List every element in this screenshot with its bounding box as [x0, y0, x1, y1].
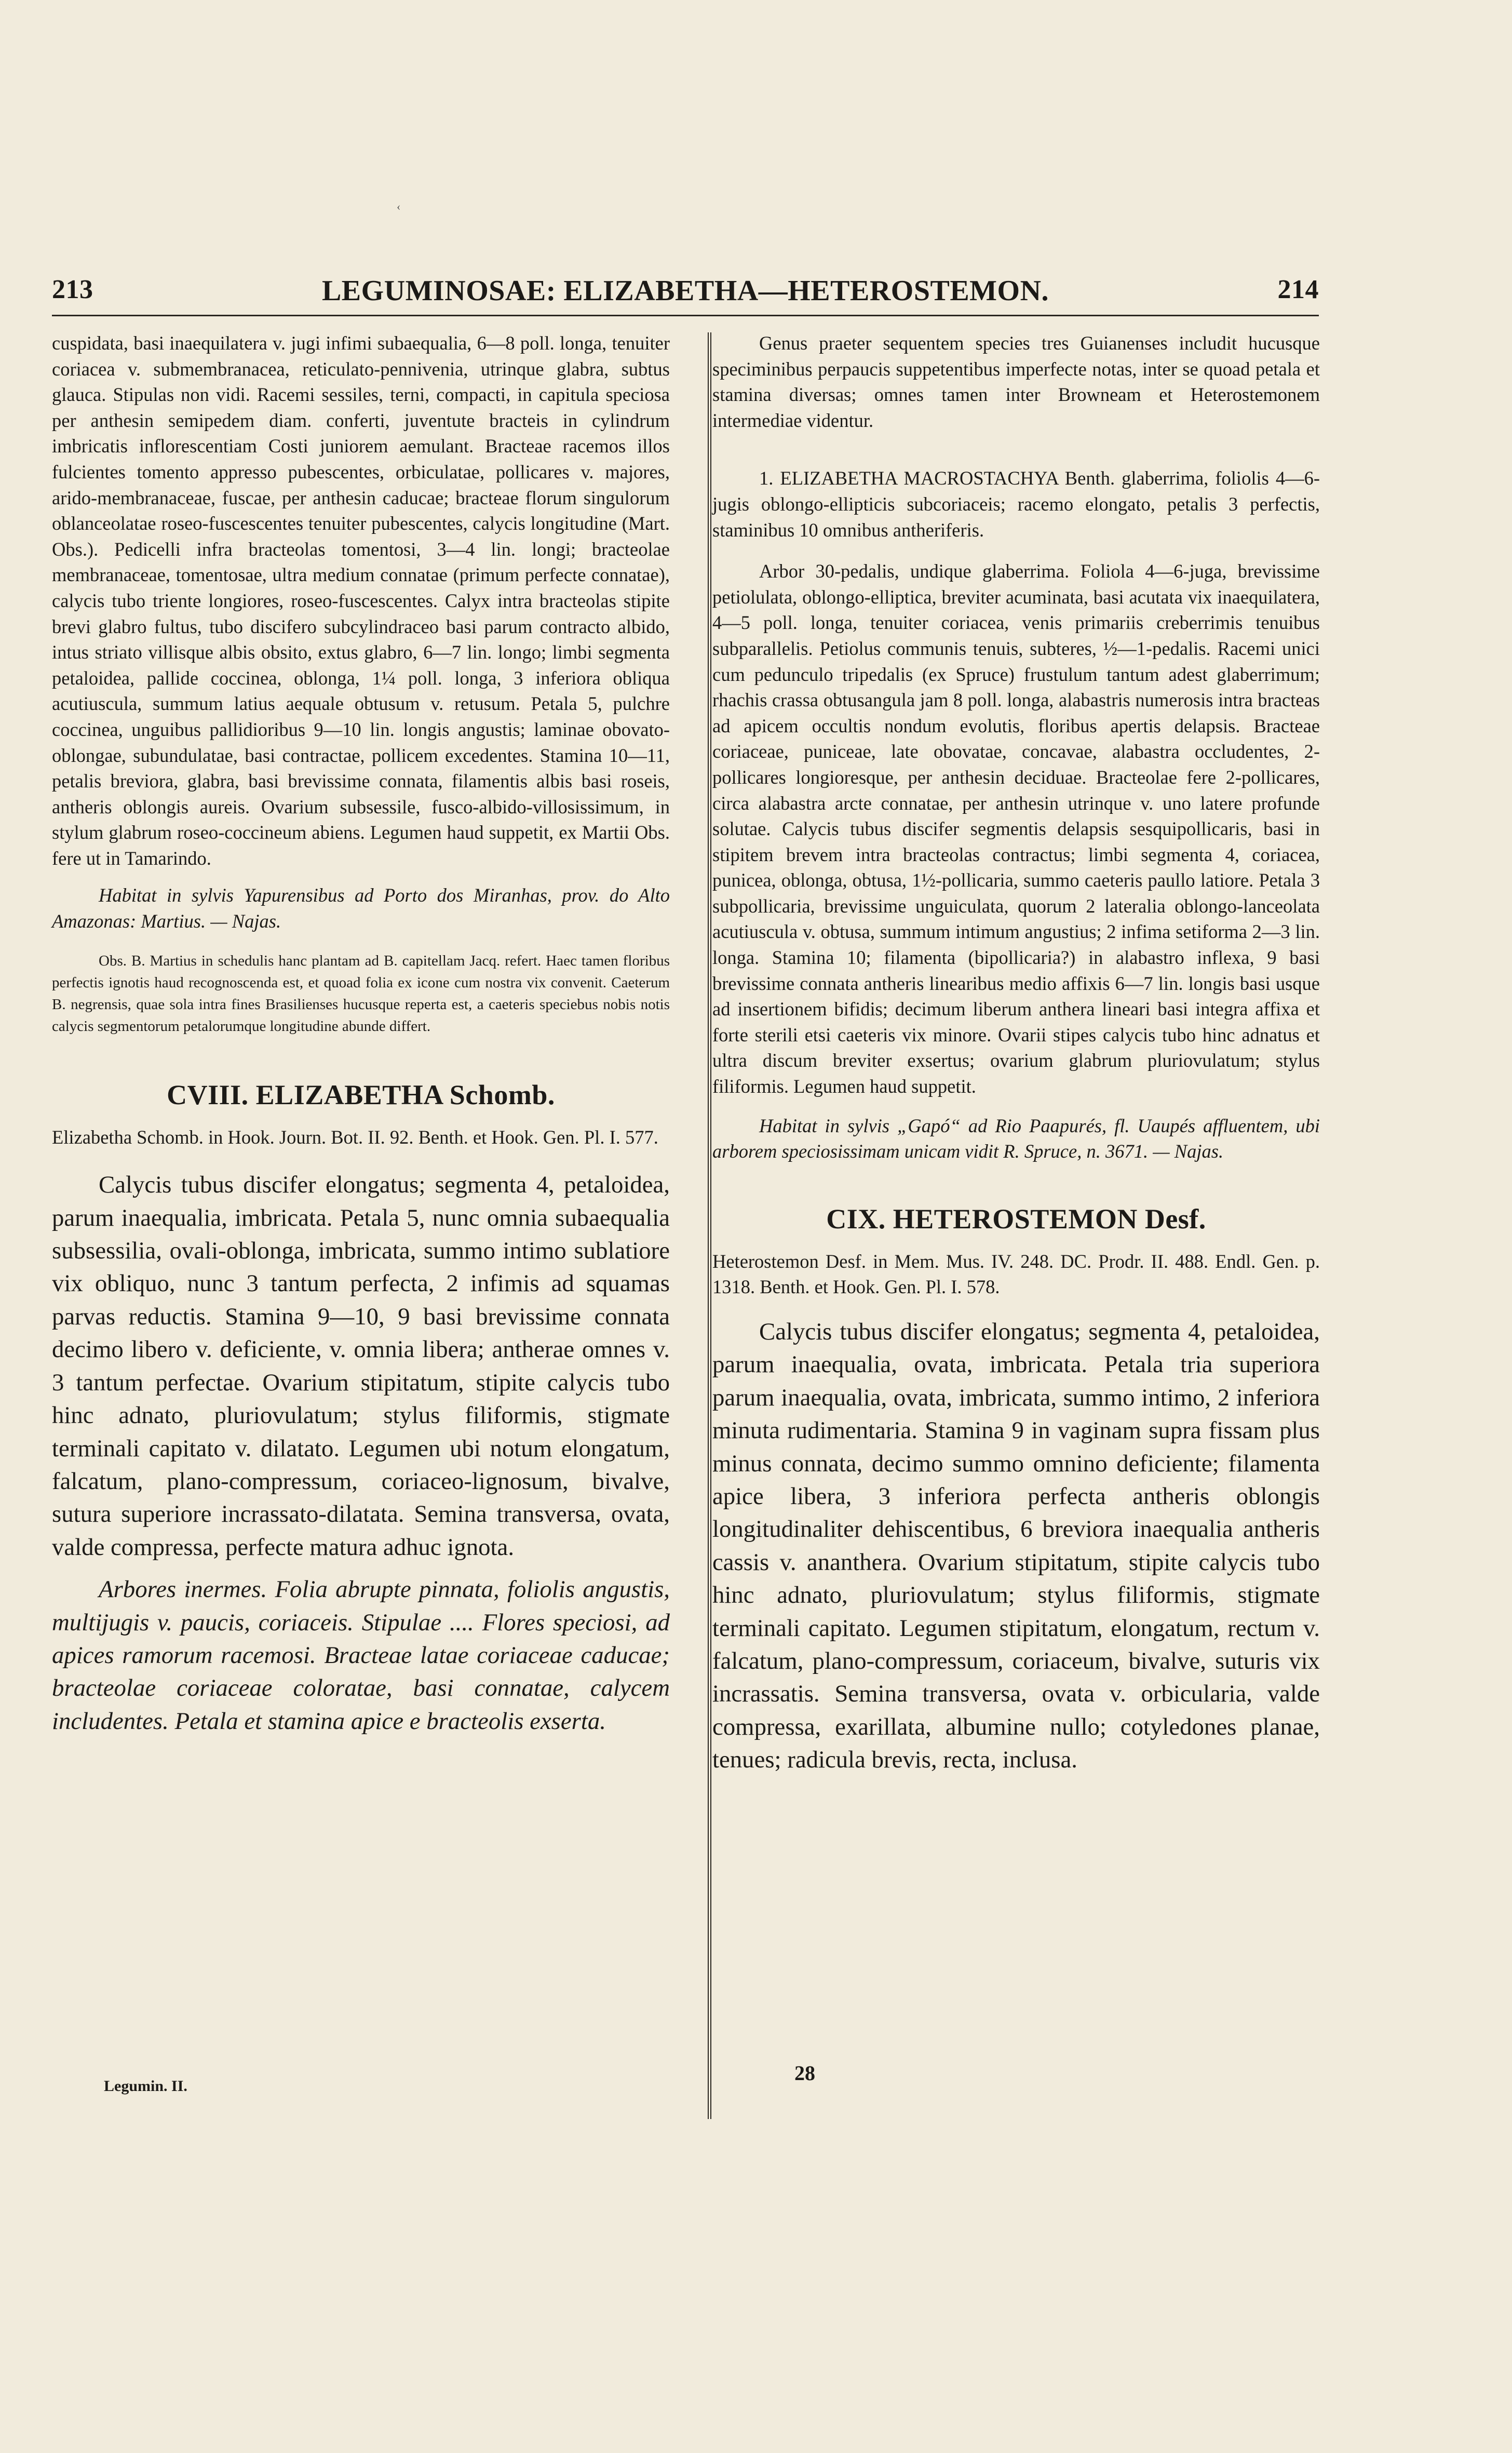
species-description-continued: cuspidata, basi inaequilatera v. jugi infimi subaequalia, 6—8 poll. longa, tenuiter coriacea v. submembranacea, reticulato-pennivenia, utrinque glabra, subtus glauca. Stipulas non vidi. Racemi sessiles, terni, compacti, in capitula speciosa per anthesin semipedem diam. conferti, juventute bracteis in cylindrum imbricatis inflorescentiam Costi juniorem aemulant. Bracteae racemos illos fulcientes tomento appresso pubescentes, orbiculatae, pollicares v. majores, arido-membranaceae, fuscae, per anthesin caducae; bracteae florum singulorum oblanceolatae roseo-fuscescentes tenuiter pubescentes, calycis longitudine (Mart. Obs.). Pedicelli infra bracteolas tomentosi, 3—4 lin. longi; bracteolae membranaceae, tomentosae, ultra medium connatae (primum perfecte connatae), calycis tubo triente longiores, roseo-fuscescentes. Calyx intra bracteolas stipite brevi glabro fultus, tubo discifero subcylindraceo basi parum contracto albido, intus striato villisque albis obsito, extus glabro, 6—7 lin. longo; limbi segmenta petaloidea, pallide coccinea, oblonga, 1¼ poll. longa, 3 inferiora obliqua acutiuscula, summum latius aequale obtusum v. retusum. Petala 5, pulchre coccinea, unguibus pallidioribus 9—10 lin. longis angustis; laminae obovato-oblongae, subundulatae, basi contractae, pollicem excedentes. Stamina 10—11, petalis breviora, glabra, basi brevissime connata, filamentis albis basi roseis, antheris oblongis aureis. Ovarium subsessile, fusco-albido-villosissimum, in stylum glabrum roseo-coccineum abiens. Legumen haud suppetit, ex Martii Obs. fere ut in Tamarindo.	[52, 332, 670, 869]
folio-number: 28	[794, 2061, 815, 2085]
species-description: Arbor 30-pedalis, undique glaberrima. Foliola 4—6-juga, brevissime petiolulata, oblongo-elliptica, breviter acuminata, basi acutata vix inaequilatera, 4—5 poll. longa, tenuiter coriacea, venis primariis creberrimis tenuibus subparallelis. Petiolus communis tenuis, subteres, ½—1-pedalis. Racemi unici cum pedunculo tripedalis (ex Spruce) frustulum tantum adest glaberrimum; rhachis crassa obtusangula jam 8 poll. longa, alabastris numerosis intra bracteas ad apicem occultis nondum evolutis, floribus apertis delapsis. Bracteae coriaceae, puniceae, late obovatae, concavae, alabastra occludentes, 2-pollicares longioresque, per anthesin deciduae. Bracteolae fere 2-pollicares, circa alabastra arcte connatae, per anthesin utrinque v. uno latere profunde solutae. Calycis tubus discifer segmentis delapsis sesquipollicaris, basi in stipitem brevem intra bracteolas contractus; limbi segmenta 4, coriacea, punicea, oblonga, obtusa, 1½-pollicaria, summo caeteris paullo latiore. Petala 3 subpollicaria, brevissime unguiculata, quorum 2 lateralia oblongo-lanceolata acutiuscula v. obtusa, summum intimum angustius; 2 infima setiforma 2—3 lin. longa. Stamina 10; filamenta (bipollicaria?) in alabastro inflexa, 9 basi brevissime connata antheris linearibus medio affixis 6—7 lin. longis basi usque ad insertionem bifidis; decimum liberum anthera lineari basi integra affixa et forte sterili etsi caeteris vix minore. Ovarii stipes calycis tubo hinc adnatus et ultra discum breviter exsertus; ovarium glabrum pluriovulatum; stylus filiformis. Legumen haud suppetit.	[712, 560, 1320, 1097]
genus-description-cix: Calycis tubus discifer elongatus; segmenta 4, petaloidea, parum inaequalia, ovata, imbricata. Petala tria superiora parum inaequalia, ovata, imbricata, summo intimo, 2 inferiora minuta rudimentaria. Stamina 9 in vaginam supra fissam plus minus connata, decimo summo omnino deficiente; filamenta apice libera, 3 inferiora perfecta antheris oblongis longitudinaliter dehiscentibus, 6 breviora inaequalia antheris cassis v. ananthera. Ovarium stipitatum, stipite calycis tubo hinc adnato, pluriovulatum; stylus filiformis, stigmate terminali capitato. Legumen stipitatum, elongatum, rectum v. falcatum, plano-compressum, coriaceum, bivalve, suturis vix incrassatis. Semina transversa, ovata v. orbicularia, valde compressa, exarillata, albumine nullo; cotyledones planae, tenues; radicula brevis, recta, inclusa.	[712, 1318, 1320, 1774]
column-divider	[708, 332, 711, 2119]
signature-mark: Legumin. II.	[104, 2077, 187, 2095]
species-diagnosis: 1. ELIZABETHA MACROSTACHYA Benth. glaberrima, foliolis 4—6-jugis oblongo-ellipticis subcoriaceis; racemo elongato, petalis 3 perfectis, staminibus 10 omnibus antheriferis.	[712, 467, 1320, 541]
genus-citation: Elizabetha Schomb. in Hook. Journ. Bot. II. 92. Benth. et Hook. Gen. Pl. I. 577.	[52, 1126, 658, 1148]
genus-intro: Genus praeter sequentem species tres Guianenses includit hucusque speciminibus perpaucis suppetentibus imperfecte notas, inter se quoad petala et stamina diversas; omnes tamen inter Browneam et Heterostemonem intermediae videntur.	[712, 332, 1320, 431]
page-number-right: 214	[1277, 275, 1319, 304]
running-header	[52, 274, 1319, 316]
page-number-left: 213	[52, 275, 93, 304]
genus-heading-cviii: CVIII. ELIZABETHA Schomb.	[167, 1079, 555, 1110]
genus-habit: Arbores inermes. Folia abrupte pinnata, foliolis angustis, multijugis v. paucis, coriaceis. Stipulae .... Flores speciosi, ad apices ramorum racemosi. Bracteae latae coriaceae caducae; bracteolae coriaceae coloratae, basi connatae, calycem includentes. Petala et stamina apice e bracteolis exserta.	[52, 1576, 670, 1735]
genus-citation-cix: Heterostemon Desf. in Mem. Mus. IV. 248. DC. Prodr. II. 488. Endl. Gen. p. 1318. Benth. et Hook. Gen. Pl. I. 578.	[712, 1250, 1320, 1298]
running-title: LEGUMINOSAE: ELIZABETHA—HETEROSTEMON.	[321, 275, 1049, 307]
observation-note: Obs. B. Martius in schedulis hanc plantam ad B. capitellam Jacq. refert. Haec tamen floribus perfectis ignotis haud recognoscenda est, et quoad folia ex icone cum nostra vix convenit. Caeterum B. negrensis, quae sola intra fines Brasilienses hucusque reperta est, a caeteris speciebus nobis notis calycis segmentorum petalorumque longitudine abunde differt.	[52, 952, 670, 1035]
genus-description: Calycis tubus discifer elongatus; segmenta 4, petaloidea, parum inaequalia, imbricata. Petala 5, nunc omnia subaequalia subsessilia, ovali-oblonga, imbricata, summo intimo sublatiore vix obliquo, nunc 3 tantum perfecta, 2 infimis ad squamas parvas reductis. Stamina 9—10, 9 basi brevissime connata decimo libero v. deficiente, v. omnia libera; antherae omnes v. 3 tantum perfectae. Ovarium stipitatum, stipite calycis tubo hinc adnato, pluriovulatum; stylus filiformis, stigmate terminali capitato v. dilatato. Legumen ubi notum elongatum, falcatum, plano-compressum, coriaceo-lignosum, bivalve, sutura superiore incrassato-dilatata. Semina transversa, ovata, valde compressa, perfecte matura adhuc ignota.	[52, 1171, 670, 1561]
genus-heading-cix: CIX. HETEROSTEMON Desf.	[826, 1203, 1206, 1235]
header-rule	[52, 315, 1319, 316]
right-column	[712, 330, 1320, 1777]
specimen-mark: ‹	[397, 200, 401, 213]
habitat-note: Habitat in sylvis Yapurensibus ad Porto dos Miranhas, prov. do Alto Amazonas: Martius. — Najas.	[52, 884, 670, 932]
left-column	[52, 330, 670, 1738]
species-habitat: Habitat in sylvis „Gapó“ ad Rio Paapurés, fl. Uaupés affluentem, ubi arborem speciosissimam unicam vidit R. Spruce, n. 3671. — Najas.	[712, 1115, 1320, 1162]
